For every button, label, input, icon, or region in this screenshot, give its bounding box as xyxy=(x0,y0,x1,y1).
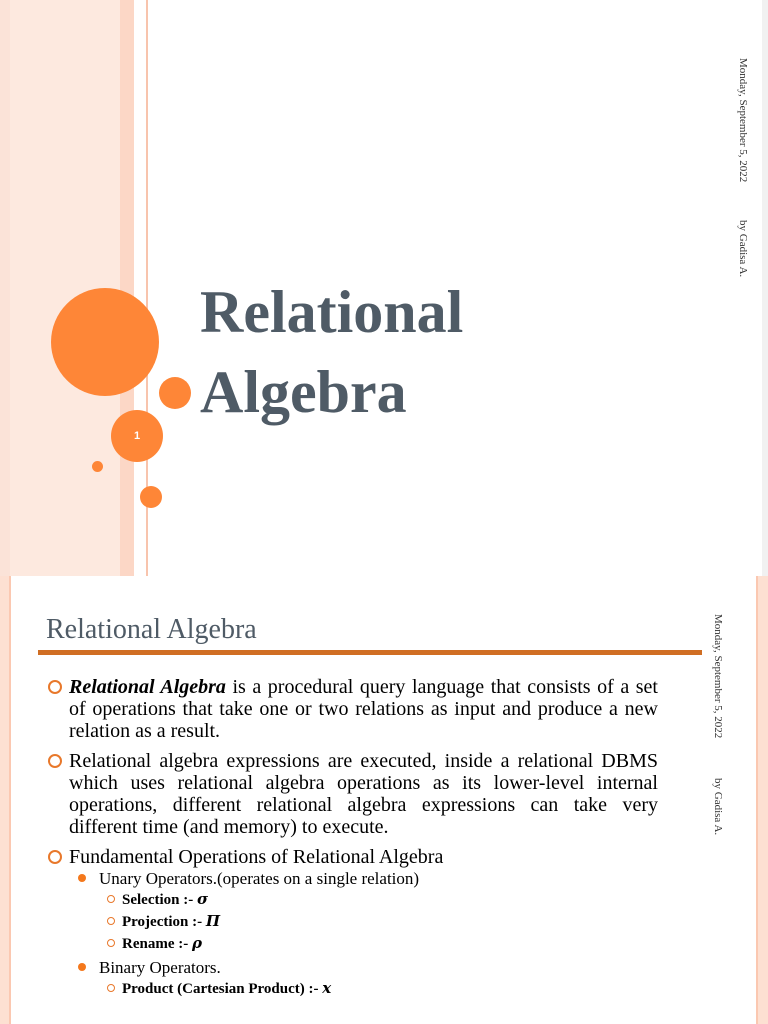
dot-bullet-icon xyxy=(78,963,86,971)
ring-bullet-icon xyxy=(48,754,62,768)
dot-bullet-icon xyxy=(78,874,86,882)
decor-circle-tiny xyxy=(92,461,103,472)
ring-bullet-icon xyxy=(107,984,115,992)
decor-band-right xyxy=(756,576,758,1024)
sub-bullet-binary xyxy=(46,957,658,978)
bullet-item xyxy=(46,676,658,742)
decor-circle-large xyxy=(51,288,159,396)
operator-label: Projection :- xyxy=(122,914,206,930)
operator-label: Rename :- xyxy=(122,936,192,952)
slide-edge xyxy=(762,0,768,576)
decor-band-right xyxy=(758,576,768,1024)
title-line-1: Relational xyxy=(200,279,464,345)
decor-circle-medium xyxy=(159,377,191,409)
operator-item xyxy=(46,911,658,933)
slide-2-date: Monday, September 5, 2022 xyxy=(712,614,724,739)
operator-item xyxy=(46,978,658,1000)
operator-item xyxy=(46,889,658,911)
title-line-2: Algebra xyxy=(200,359,407,425)
ring-bullet-icon xyxy=(107,939,115,947)
slide-1-date: Monday, September 5, 2022 xyxy=(737,58,749,183)
operator-item xyxy=(46,933,658,955)
slide-1-author: by Gadisa A. xyxy=(737,220,749,278)
cross-symbol: x xyxy=(322,979,332,997)
slide-2-title: Relational Algebra xyxy=(46,614,257,645)
slide-2 xyxy=(0,576,768,1024)
decor-band xyxy=(120,0,134,576)
slide-2-author: by Gadisa A. xyxy=(712,778,724,836)
rho-symbol: ρ xyxy=(191,934,202,952)
ring-bullet-icon xyxy=(48,680,62,694)
operator-label: Selection :- xyxy=(122,892,197,908)
bullet-text: is a procedural query language that consists of a set of operations that take one or two relations as input and produce a new relation as a result. xyxy=(69,676,658,742)
ring-bullet-icon xyxy=(48,850,62,864)
decor-circle-small xyxy=(140,486,162,508)
sigma-symbol: σ xyxy=(196,890,209,908)
unary-label: Unary Operators.(operates on a single relation) xyxy=(99,869,420,888)
bullet-text: Fundamental Operations of Relational Algebra xyxy=(69,846,444,868)
bullet-item xyxy=(46,846,658,868)
decor-band xyxy=(0,0,10,576)
bullet-text: Relational algebra expressions are executed, inside a relational DBMS which uses relational algebra operations as its lower-level internal operations, different relational algebra expressions can take very different time (and memory) to execute. xyxy=(69,750,658,838)
slide-1-title xyxy=(200,272,660,432)
slide-number: 1 xyxy=(133,430,141,442)
slide-number-badge xyxy=(111,410,163,462)
ring-bullet-icon xyxy=(107,895,115,903)
decor-band-left xyxy=(0,576,9,1024)
pi-symbol: Π xyxy=(205,912,221,930)
bullet-emphasis: Relational Algebra xyxy=(69,676,226,698)
decor-band-left xyxy=(9,576,11,1024)
bullet-item xyxy=(46,750,658,838)
binary-label: Binary Operators. xyxy=(99,958,221,977)
title-rule xyxy=(38,650,702,655)
ring-bullet-icon xyxy=(107,917,115,925)
sub-bullet-unary xyxy=(46,868,658,889)
operator-label: Product (Cartesian Product) :- xyxy=(122,981,323,997)
slide-2-content xyxy=(46,676,658,1000)
